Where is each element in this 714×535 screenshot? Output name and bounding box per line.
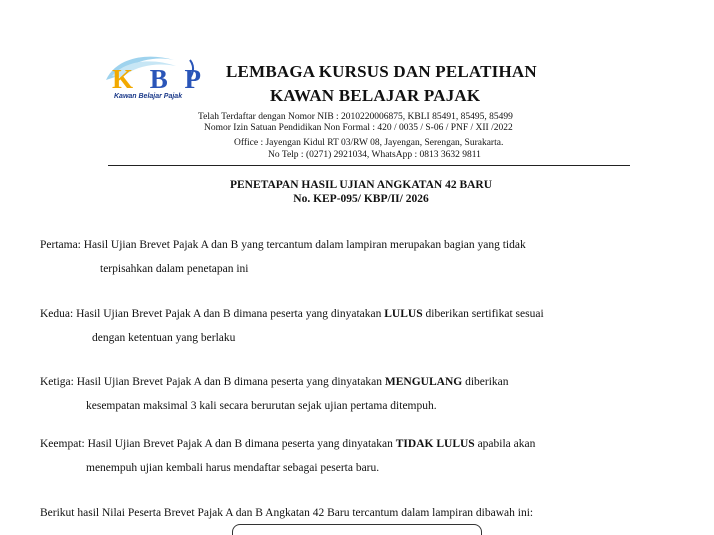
logo-subtitle: Kawan Belajar Pajak: [114, 93, 183, 100]
logo-letter-p: P: [184, 64, 207, 94]
registration-line: Telah Terdaftar dengan Nomor NIB : 2010220006875, KBLI 85491, 85495, 85499: [198, 112, 513, 122]
header-divider: [108, 165, 630, 166]
paragraph-keempat-line2: menempuh ujian kembali harus mendaftar sebagai peserta baru.: [86, 462, 380, 474]
paragraph-kedua-line1: [40, 308, 544, 320]
institution-name-line2: KAWAN BELAJAR PAJAK: [270, 86, 481, 105]
paragraph-kedua-text: Kedua: Hasil Ujian Brevet Pajak A dan B dimana peserta yang dinyatakan: [40, 308, 385, 320]
paragraph-ketiga-text: Ketiga: Hasil Ujian Brevet Pajak A dan B dimana peserta yang dinyatakan: [40, 376, 385, 388]
paragraph-kedua-text-end: diberikan sertifikat sesuai: [422, 308, 544, 320]
paragraph-keempat-line1: [40, 438, 535, 450]
license-line: Nomor Izin Satuan Pendidikan Non Formal : 420 / 0035 / S-06 / PNF / XII /2022: [204, 123, 513, 133]
paragraph-kedua-line2: dengan ketentuan yang berlaku: [92, 332, 236, 344]
kbp-logo: [96, 50, 208, 110]
paragraph-keempat-text: Keempat: Hasil Ujian Brevet Pajak A dan B dimana peserta yang dinyatakan: [40, 438, 396, 450]
paragraph-pertama-line2: terpisahkan dalam penetapan ini: [100, 263, 249, 275]
status-lulus: LULUS: [384, 308, 423, 320]
logo-letters: [112, 64, 206, 95]
status-mengulang: MENGULANG: [384, 376, 463, 388]
paragraph-ketiga-line2: kesempatan maksimal 3 kali secara berurutan sejak ujian pertama ditempuh.: [86, 400, 437, 412]
logo-letter-k: K: [112, 64, 139, 94]
status-tidak-lulus: TIDAK LULUS: [395, 438, 475, 450]
paragraph-ketiga-line1: [40, 376, 509, 388]
logo-letter-b: B: [149, 64, 173, 94]
document-title: PENETAPAN HASIL UJIAN ANGKATAN 42 BARU: [229, 179, 493, 191]
paragraph-ketiga-text-end: diberikan: [462, 376, 509, 388]
document-number: No. KEP-095/ KBP/II/ 2026: [293, 193, 429, 205]
contact-line: No Telp : (0271) 2921034, WhatsApp : 0813 3632 9811: [268, 150, 481, 160]
office-address-line: Office : Jayengan Kidul RT 03/RW 08, Jayengan, Serengan, Surakarta.: [234, 138, 504, 148]
institution-name-line1: LEMBAGA KURSUS DAN PELATIHAN: [226, 62, 537, 81]
attachment-box-edge: [232, 524, 482, 535]
paragraph-keempat-text-end: apabila akan: [474, 438, 536, 450]
paragraph-pertama-line1: Pertama: Hasil Ujian Brevet Pajak A dan B yang tercantum dalam lampiran merupakan bagian yang tidak: [40, 239, 526, 251]
closing-paragraph: Berikut hasil Nilai Peserta Brevet Pajak A dan B Angkatan 42 Baru tercantum dalam lampiran dibawah ini:: [40, 507, 534, 519]
